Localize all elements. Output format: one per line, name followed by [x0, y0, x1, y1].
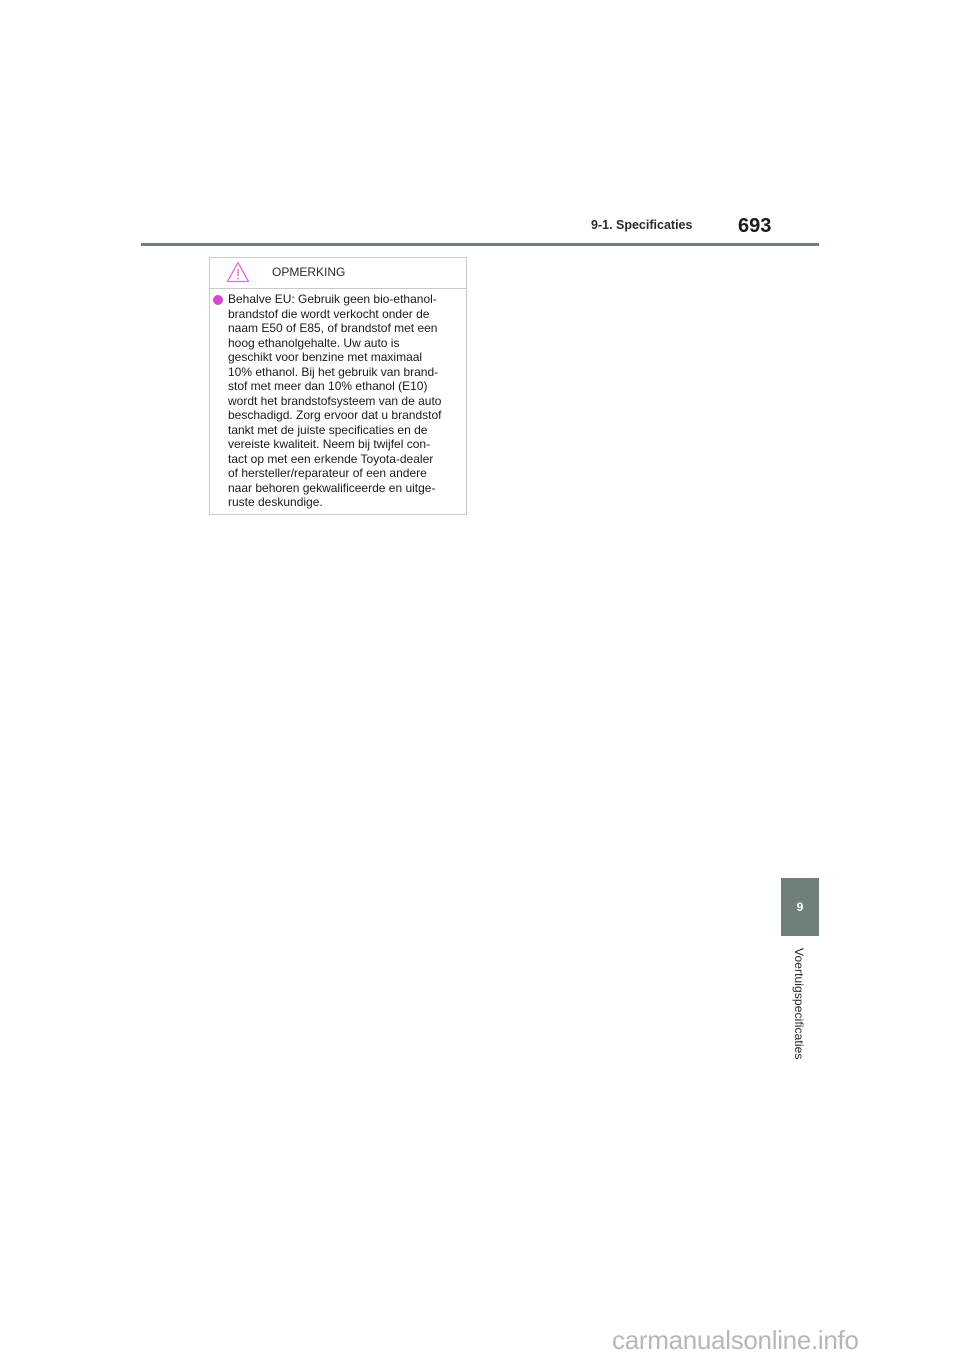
notice-title: OPMERKING — [272, 265, 346, 279]
notice-line: stof met meer dan 10% ethanol (E10) — [228, 379, 428, 393]
watermark: carmanualsonline.info — [612, 1325, 859, 1355]
chapter-number: 9 — [796, 900, 804, 914]
notice-line: Behalve EU: Gebruik geen bio-ethanol- — [228, 292, 437, 306]
notice-line: geschikt voor benzine met maximaal — [228, 350, 423, 364]
header-divider — [141, 243, 819, 246]
notice-box — [209, 257, 467, 515]
warning-triangle-icon — [226, 261, 250, 283]
notice-line: beschadigd. Zorg ervoor dat u brandstof — [228, 408, 442, 422]
notice-text — [228, 292, 463, 510]
notice-line: naam E50 of E85, of brandstof met een — [228, 321, 438, 335]
page-number: 693 — [738, 215, 772, 237]
notice-line: ruste deskundige. — [228, 495, 323, 509]
notice-body — [213, 292, 463, 510]
notice-line: tact op met een erkende Toyota-dealer — [228, 451, 434, 466]
notice-line: vereiste kwaliteit. Neem bij twijfel con- — [228, 437, 431, 451]
bullet-icon — [213, 295, 223, 305]
notice-header — [210, 258, 466, 289]
notice-line: 10% ethanol. Bij het gebruik van brand- — [228, 364, 439, 379]
notice-line: tankt met de juiste specificaties en de — [228, 422, 428, 437]
notice-line: naar behoren gekwalificeerde en uitge- — [228, 480, 436, 495]
notice-line: of hersteller/reparateur of een andere — [228, 466, 427, 480]
chapter-label: Voertuigspecificaties — [792, 948, 806, 1060]
notice-line: brandstof die wordt verkocht onder de — [228, 306, 430, 321]
notice-line: wordt het brandstofsysteem van de auto — [228, 393, 442, 408]
chapter-tab[interactable] — [781, 878, 819, 936]
section-title: 9-1. Specificaties — [591, 218, 693, 232]
notice-line: hoog ethanolgehalte. Uw auto is — [228, 335, 400, 350]
